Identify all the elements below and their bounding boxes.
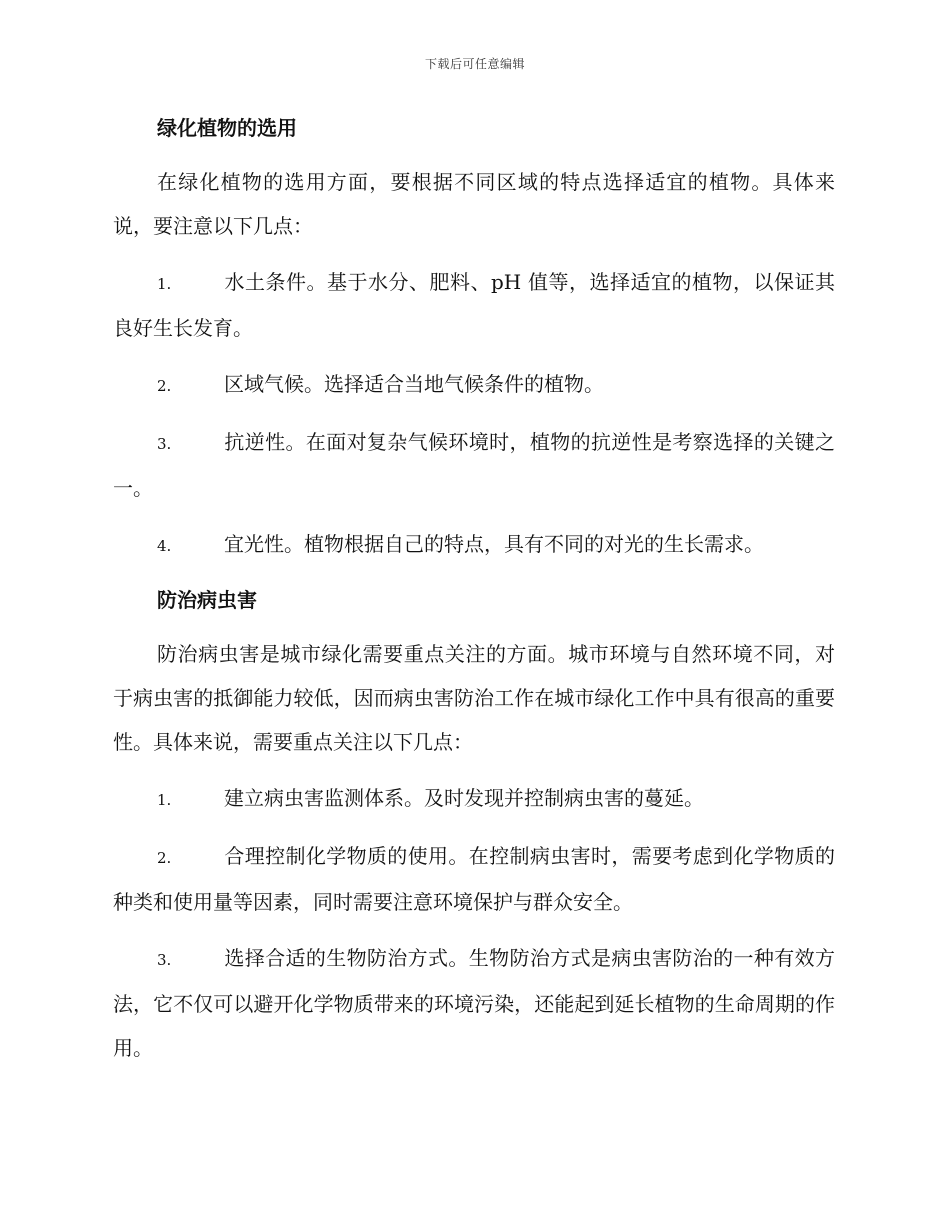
- list-text: 抗逆性。在面对复杂气候环境时，植物的抗逆性是考察选择的关键之一。: [113, 430, 835, 500]
- list-number: 1.: [157, 791, 172, 809]
- document-body: [113, 108, 835, 1082]
- list-text: 建立病虫害监测体系。及时发现并控制病虫害的蔓延。: [224, 786, 704, 810]
- list-item: [113, 522, 835, 568]
- section-plant-selection: [113, 108, 835, 568]
- list-item: [113, 776, 835, 822]
- section-pest-control: [113, 580, 835, 1070]
- list-number: 3.: [157, 951, 172, 969]
- list-text: 选择合适的生物防治方式。生物防治方式是病虫害防治的一种有效方法，它不仅可以避开化学物质带来的环境污染，还能起到延长植物的生命周期的作用。: [113, 946, 835, 1060]
- list-text: 合理控制化学物质的使用。在控制病虫害时，需要考虑到化学物质的种类和使用量等因素，同时需要注意环境保护与群众安全。: [113, 844, 835, 914]
- section-title: 防治病虫害: [157, 588, 257, 612]
- list-number: 2.: [157, 849, 172, 867]
- list-text: 水土条件。基于水分、肥料、pH 值等，选择适宜的植物，以保证其良好生长发育。: [113, 270, 835, 340]
- numbered-list: [113, 260, 835, 568]
- list-item: [113, 260, 835, 350]
- list-number: 1.: [157, 275, 172, 293]
- list-item: [113, 420, 835, 510]
- list-item: [113, 936, 835, 1070]
- section-intro: 在绿化植物的选用方面，要根据不同区域的特点选择适宜的植物。具体来说，要注意以下几点：: [113, 170, 835, 238]
- list-number: 3.: [157, 435, 172, 453]
- numbered-list: [113, 776, 835, 1070]
- section-intro: 防治病虫害是城市绿化需要重点关注的方面。城市环境与自然环境不同，对于病虫害的抵御能力较低，因而病虫害防治工作在城市绿化工作中具有很高的重要性。具体来说，需要重点关注以下几点：: [113, 642, 835, 754]
- list-item: [113, 362, 835, 408]
- page-header: 下载后可任意编辑: [424, 57, 525, 71]
- section-title: 绿化植物的选用: [157, 116, 297, 140]
- list-text: 宜光性。植物根据自己的特点，具有不同的对光的生长需求。: [224, 532, 764, 556]
- list-item: [113, 834, 835, 924]
- list-number: 4.: [157, 537, 172, 555]
- list-text: 区域气候。选择适合当地气候条件的植物。: [224, 372, 604, 396]
- list-number: 2.: [157, 377, 172, 395]
